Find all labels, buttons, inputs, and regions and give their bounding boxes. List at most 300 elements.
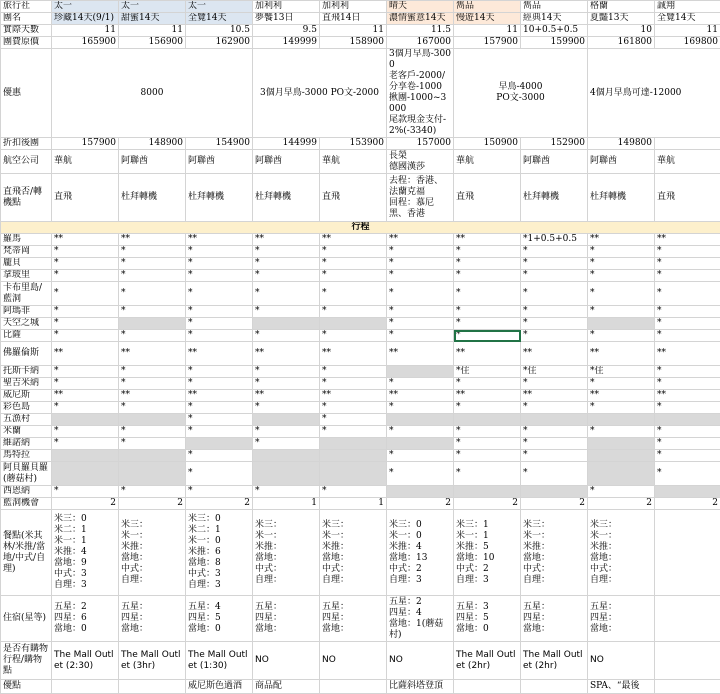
pros-cell[interactable]: 威尼斯色過酒 (186, 680, 253, 694)
itinerary-cell[interactable] (52, 414, 119, 426)
meals-cell[interactable]: 米三： 米一： 米推： 當地： 中式： 自理： (320, 510, 387, 596)
itinerary-cell[interactable]: * (52, 486, 119, 498)
airline-cell[interactable]: 阿聯酋 (119, 150, 186, 174)
route-cell[interactable]: 直飛 (655, 174, 720, 222)
itinerary-cell[interactable]: ** (387, 234, 454, 246)
agency-cell[interactable]: 格蘭 (588, 1, 655, 13)
itinerary-cell[interactable]: * (253, 366, 320, 378)
itinerary-cell[interactable]: * (454, 378, 521, 390)
agency-cell[interactable]: 晴天 (387, 1, 454, 13)
canal-cell[interactable]: 2 (186, 498, 253, 510)
section-header[interactable]: 行程 (1, 222, 720, 234)
net-price-cell[interactable]: 157900 (52, 138, 119, 150)
itinerary-cell[interactable] (119, 414, 186, 426)
city-label[interactable]: 馬特拉 (1, 450, 52, 462)
itinerary-cell[interactable]: * (454, 318, 521, 330)
city-label[interactable]: 卡布里島/藍洞 (1, 282, 52, 306)
itinerary-cell[interactable]: * (655, 318, 720, 330)
itinerary-cell[interactable]: * (588, 402, 655, 414)
days-cell[interactable]: 11 (52, 25, 119, 37)
itinerary-cell[interactable]: * (253, 330, 320, 342)
itinerary-cell[interactable]: * (52, 426, 119, 438)
itinerary-cell[interactable]: * (655, 270, 720, 282)
city-label[interactable]: 西恩納 (1, 486, 52, 498)
canal-cell[interactable]: 2 (521, 498, 588, 510)
itinerary-cell[interactable]: * (521, 330, 588, 342)
itinerary-cell[interactable]: * (52, 246, 119, 258)
tour-name-cell[interactable]: 夢饗13日 (253, 13, 320, 25)
itinerary-cell[interactable]: * (521, 438, 588, 450)
itinerary-cell[interactable]: * (186, 462, 253, 486)
itinerary-cell[interactable]: ** (454, 390, 521, 402)
route-cell[interactable]: 杜拜轉機 (186, 174, 253, 222)
itinerary-cell[interactable] (320, 318, 387, 330)
itinerary-cell[interactable] (253, 414, 320, 426)
canal-cell[interactable]: 2 (119, 498, 186, 510)
city-label[interactable]: 托斯卡納 (1, 366, 52, 378)
meals-cell[interactable]: 米三： 米一： 米推： 當地： 中式： 自理： (119, 510, 186, 596)
shopping-cell[interactable]: The Mall Outlet (2hr) (521, 642, 588, 680)
itinerary-cell[interactable] (253, 450, 320, 462)
discount-cell[interactable]: 8000 (52, 49, 253, 138)
itinerary-cell[interactable]: * (186, 258, 253, 270)
itinerary-cell[interactable]: ** (387, 390, 454, 402)
row-label[interactable]: 直飛否/轉機點 (1, 174, 52, 222)
city-label[interactable]: 佛羅倫斯 (1, 342, 52, 366)
itinerary-cell[interactable]: * (454, 402, 521, 414)
net-price-cell[interactable]: 148900 (119, 138, 186, 150)
itinerary-cell[interactable]: *1+0.5+0.5 (521, 234, 588, 246)
shopping-cell[interactable]: NO (320, 642, 387, 680)
tour-name-cell[interactable]: 經典14天 (521, 13, 588, 25)
discount-cell[interactable]: 4個月早鳥可達-12000 (588, 49, 720, 138)
itinerary-cell[interactable]: * (454, 462, 521, 486)
selected-cell[interactable]: * (454, 330, 521, 342)
itinerary-cell[interactable]: ** (320, 390, 387, 402)
itinerary-cell[interactable] (655, 486, 720, 498)
itinerary-cell[interactable]: * (186, 246, 253, 258)
itinerary-cell[interactable]: * (119, 438, 186, 450)
itinerary-cell[interactable]: * (186, 318, 253, 330)
shopping-cell[interactable]: NO (588, 642, 655, 680)
itinerary-cell[interactable]: * (52, 258, 119, 270)
days-cell[interactable]: 11 (655, 25, 720, 37)
agency-cell[interactable]: 加利利 (253, 1, 320, 13)
itinerary-cell[interactable]: ** (454, 234, 521, 246)
itinerary-cell[interactable] (119, 450, 186, 462)
price-cell[interactable]: 167000 (387, 37, 454, 49)
shopping-cell[interactable]: NO (253, 642, 320, 680)
itinerary-cell[interactable]: * (588, 306, 655, 318)
itinerary-cell[interactable]: * (186, 270, 253, 282)
itinerary-cell[interactable]: ** (655, 342, 720, 366)
itinerary-cell[interactable]: * (186, 306, 253, 318)
days-cell[interactable]: 10+0.5+0.5 (521, 25, 588, 37)
airline-cell[interactable]: 阿聯酋 (186, 150, 253, 174)
itinerary-cell[interactable] (454, 414, 521, 426)
net-price-cell[interactable]: 144999 (253, 138, 320, 150)
meals-cell[interactable]: 米三：0 米二：1 米一：0 米推：6 當地：8 中式：3 自理：3 (186, 510, 253, 596)
itinerary-cell[interactable]: * (186, 486, 253, 498)
itinerary-cell[interactable]: * (52, 282, 119, 306)
canal-cell[interactable]: 2 (52, 498, 119, 510)
pros-cell[interactable]: 比薩斜塔登頂 (387, 680, 454, 694)
price-cell[interactable]: 162900 (186, 37, 253, 49)
itinerary-cell[interactable]: * (588, 378, 655, 390)
meals-cell[interactable]: 米三： 米一： 米推： 當地： 中式： 自理： (588, 510, 655, 596)
itinerary-cell[interactable]: * (320, 402, 387, 414)
itinerary-cell[interactable]: * (320, 258, 387, 270)
airline-cell[interactable]: 華航 (52, 150, 119, 174)
canal-cell[interactable]: 2 (588, 498, 655, 510)
airline-cell[interactable]: 阿聯酋 (588, 150, 655, 174)
itinerary-cell[interactable]: ** (253, 234, 320, 246)
price-cell[interactable]: 157900 (454, 37, 521, 49)
city-label[interactable]: 威尼斯 (1, 390, 52, 402)
itinerary-cell[interactable]: * (52, 270, 119, 282)
city-label[interactable]: 米蘭 (1, 426, 52, 438)
itinerary-cell[interactable]: ** (588, 234, 655, 246)
itinerary-cell[interactable]: * (253, 306, 320, 318)
days-cell[interactable]: 9.5 (253, 25, 320, 37)
itinerary-cell[interactable]: ** (588, 342, 655, 366)
itinerary-cell[interactable]: * (119, 486, 186, 498)
city-label[interactable]: 阿貝羅貝羅(蘑菇村) (1, 462, 52, 486)
tour-name-cell[interactable]: 全覽14天 (655, 13, 720, 25)
row-label[interactable]: 航空公司 (1, 150, 52, 174)
itinerary-cell[interactable]: * (52, 330, 119, 342)
agency-cell[interactable]: 加利利 (320, 1, 387, 13)
itinerary-cell[interactable]: ** (454, 342, 521, 366)
price-cell[interactable]: 156900 (119, 37, 186, 49)
itinerary-cell[interactable]: * (387, 306, 454, 318)
days-cell[interactable]: 11 (119, 25, 186, 37)
itinerary-cell[interactable] (320, 462, 387, 486)
row-label[interactable]: 旅行社 (1, 1, 52, 13)
itinerary-cell[interactable]: * (588, 426, 655, 438)
itinerary-cell[interactable]: * (52, 306, 119, 318)
itinerary-cell[interactable] (52, 462, 119, 486)
itinerary-cell[interactable]: * (186, 282, 253, 306)
itinerary-cell[interactable]: * (655, 438, 720, 450)
itinerary-cell[interactable]: *住 (521, 366, 588, 378)
itinerary-cell[interactable]: * (655, 462, 720, 486)
itinerary-cell[interactable]: * (119, 330, 186, 342)
city-label[interactable]: 拿玻里 (1, 270, 52, 282)
itinerary-cell[interactable]: ** (52, 342, 119, 366)
itinerary-cell[interactable]: * (521, 270, 588, 282)
pros-cell[interactable]: SPA、“最後 (588, 680, 655, 694)
itinerary-cell[interactable] (253, 462, 320, 486)
airline-cell[interactable]: 阿聯酋 (253, 150, 320, 174)
itinerary-cell[interactable]: ** (119, 234, 186, 246)
itinerary-cell[interactable]: * (320, 306, 387, 318)
net-price-cell[interactable]: 149800 (588, 138, 655, 150)
itinerary-cell[interactable]: * (454, 258, 521, 270)
agency-cell[interactable]: 誠翔 (655, 1, 720, 13)
itinerary-cell[interactable] (119, 462, 186, 486)
itinerary-cell[interactable]: * (253, 438, 320, 450)
shopping-cell[interactable]: The Mall Outlet (2:30) (52, 642, 119, 680)
itinerary-cell[interactable]: * (320, 366, 387, 378)
price-cell[interactable]: 165900 (52, 37, 119, 49)
itinerary-cell[interactable]: * (454, 282, 521, 306)
canal-cell[interactable]: 1 (320, 498, 387, 510)
itinerary-cell[interactable]: * (521, 450, 588, 462)
itinerary-cell[interactable]: * (521, 306, 588, 318)
itinerary-cell[interactable]: * (253, 246, 320, 258)
hotels-cell[interactable]: 五星： 四星： 當地： (521, 596, 588, 642)
itinerary-cell[interactable]: * (387, 246, 454, 258)
itinerary-cell[interactable]: ** (521, 342, 588, 366)
itinerary-cell[interactable] (588, 450, 655, 462)
meals-cell[interactable]: 米三： 米一： 米推： 當地： 中式： 自理： (521, 510, 588, 596)
itinerary-cell[interactable]: * (655, 306, 720, 318)
net-price-cell[interactable]: 154900 (186, 138, 253, 150)
price-cell[interactable]: 169800 (655, 37, 720, 49)
city-label[interactable]: 梵蒂岡 (1, 246, 52, 258)
hotels-cell[interactable] (655, 596, 720, 642)
itinerary-cell[interactable]: * (387, 258, 454, 270)
itinerary-cell[interactable]: ** (119, 342, 186, 366)
canal-cell[interactable]: 2 (387, 498, 454, 510)
discount-cell[interactable]: 3個月早鳥-3000 老客戶-2000/分享卷-1000 揪團-1000~3000 尾款現金支付-2%(-3340) (387, 49, 454, 138)
route-cell[interactable]: 去程：香港、法蘭克福 回程：慕尼黑、香港 (387, 174, 454, 222)
airline-cell[interactable]: 華航 (454, 150, 521, 174)
itinerary-cell[interactable]: * (186, 426, 253, 438)
hotels-cell[interactable]: 五星：3 四星：5 當地：0 (454, 596, 521, 642)
itinerary-cell[interactable]: * (454, 438, 521, 450)
itinerary-cell[interactable] (387, 414, 454, 426)
itinerary-cell[interactable] (454, 486, 521, 498)
city-label[interactable]: 聖吉米納 (1, 378, 52, 390)
itinerary-cell[interactable]: *住 (454, 366, 521, 378)
itinerary-cell[interactable]: ** (52, 390, 119, 402)
itinerary-cell[interactable] (521, 414, 588, 426)
hotels-cell[interactable]: 五星： 四星： 當地： (119, 596, 186, 642)
discount-cell[interactable]: 3個月早鳥-3000 PO文-2000 (253, 49, 387, 138)
airline-cell[interactable]: 阿聯酋 (521, 150, 588, 174)
net-price-cell[interactable]: 157000 (387, 138, 454, 150)
meals-cell[interactable]: 米三：1 米一：1 米推：5 當地：10 中式：2 自理：3 (454, 510, 521, 596)
price-cell[interactable]: 149999 (253, 37, 320, 49)
itinerary-cell[interactable] (588, 318, 655, 330)
route-cell[interactable]: 杜拜轉機 (119, 174, 186, 222)
itinerary-cell[interactable]: * (387, 450, 454, 462)
hotels-cell[interactable]: 五星：2 四星：6 當地：0 (52, 596, 119, 642)
itinerary-cell[interactable]: ** (253, 342, 320, 366)
itinerary-cell[interactable]: * (119, 258, 186, 270)
itinerary-cell[interactable] (253, 318, 320, 330)
itinerary-cell[interactable]: * (52, 438, 119, 450)
hotels-cell[interactable]: 五星：4 四星：5 當地：0 (186, 596, 253, 642)
itinerary-cell[interactable]: * (521, 246, 588, 258)
itinerary-cell[interactable]: * (655, 246, 720, 258)
itinerary-cell[interactable]: * (186, 450, 253, 462)
itinerary-cell[interactable]: * (655, 402, 720, 414)
itinerary-cell[interactable]: * (454, 426, 521, 438)
route-cell[interactable]: 直飛 (52, 174, 119, 222)
discount-cell[interactable]: 早鳥-4000 PO文-3000 (454, 49, 588, 138)
airline-cell[interactable]: 華航 (655, 150, 720, 174)
itinerary-cell[interactable]: * (588, 486, 655, 498)
agency-cell[interactable]: 太一 (52, 1, 119, 13)
price-cell[interactable]: 159900 (521, 37, 588, 49)
itinerary-cell[interactable]: * (253, 402, 320, 414)
itinerary-cell[interactable]: * (253, 258, 320, 270)
route-cell[interactable]: 杜拜轉機 (588, 174, 655, 222)
itinerary-cell[interactable]: * (119, 378, 186, 390)
city-label[interactable]: 天空之城 (1, 318, 52, 330)
route-cell[interactable]: 杜拜轉機 (253, 174, 320, 222)
itinerary-cell[interactable]: * (119, 306, 186, 318)
tour-name-cell[interactable]: 直飛14日 (320, 13, 387, 25)
itinerary-cell[interactable]: * (320, 486, 387, 498)
hotels-cell[interactable]: 五星：2 四星：4 當地：1(蘑菇村) (387, 596, 454, 642)
meals-cell[interactable] (655, 510, 720, 596)
itinerary-cell[interactable]: * (320, 414, 387, 426)
itinerary-cell[interactable]: * (588, 270, 655, 282)
net-price-cell[interactable]: 150900 (454, 138, 521, 150)
itinerary-cell[interactable]: ** (588, 390, 655, 402)
city-label[interactable]: 羅馬 (1, 234, 52, 246)
itinerary-cell[interactable]: ** (186, 342, 253, 366)
itinerary-cell[interactable]: * (320, 378, 387, 390)
itinerary-cell[interactable]: * (320, 246, 387, 258)
city-label[interactable]: 彩色島 (1, 402, 52, 414)
itinerary-cell[interactable]: * (655, 450, 720, 462)
itinerary-cell[interactable]: * (52, 318, 119, 330)
days-cell[interactable]: 11.5 (387, 25, 454, 37)
itinerary-cell[interactable]: * (454, 450, 521, 462)
shopping-cell[interactable]: The Mall Outlet (2hr) (454, 642, 521, 680)
itinerary-cell[interactable]: ** (253, 390, 320, 402)
itinerary-cell[interactable] (52, 450, 119, 462)
itinerary-cell[interactable] (186, 438, 253, 450)
tour-name-cell[interactable]: 慢遊14天 (454, 13, 521, 25)
itinerary-cell[interactable]: *住 (588, 366, 655, 378)
shopping-cell[interactable]: NO (387, 642, 454, 680)
itinerary-cell[interactable] (588, 438, 655, 450)
row-label[interactable]: 團費原價 (1, 37, 52, 49)
itinerary-cell[interactable]: ** (320, 342, 387, 366)
row-label[interactable]: 優惠 (1, 49, 52, 138)
itinerary-cell[interactable]: * (253, 282, 320, 306)
itinerary-cell[interactable] (521, 486, 588, 498)
itinerary-cell[interactable]: * (588, 246, 655, 258)
tour-name-cell[interactable]: 全覽14天 (186, 13, 253, 25)
itinerary-cell[interactable] (320, 450, 387, 462)
itinerary-cell[interactable]: * (521, 282, 588, 306)
itinerary-cell[interactable]: * (186, 378, 253, 390)
itinerary-cell[interactable]: * (253, 486, 320, 498)
itinerary-cell[interactable]: * (588, 258, 655, 270)
itinerary-cell[interactable]: * (119, 402, 186, 414)
meals-cell[interactable]: 米三：0 米二：1 米一：1 米推：4 當地：9 中式：3 自理：3 (52, 510, 119, 596)
row-label[interactable]: 住宿(星等) (1, 596, 52, 642)
days-cell[interactable]: 10 (588, 25, 655, 37)
itinerary-cell[interactable]: * (454, 306, 521, 318)
city-label[interactable]: 維諾納 (1, 438, 52, 450)
row-label[interactable]: 實際天數 (1, 25, 52, 37)
itinerary-cell[interactable]: ** (521, 390, 588, 402)
itinerary-cell[interactable] (119, 318, 186, 330)
itinerary-cell[interactable]: * (320, 330, 387, 342)
itinerary-cell[interactable]: * (387, 330, 454, 342)
itinerary-cell[interactable]: * (655, 282, 720, 306)
airline-cell[interactable]: 華航 (320, 150, 387, 174)
net-price-cell[interactable] (655, 138, 720, 150)
row-label[interactable]: 團名 (1, 13, 52, 25)
route-cell[interactable]: 杜拜轉機 (521, 174, 588, 222)
city-label[interactable]: 龐貝 (1, 258, 52, 270)
city-label[interactable]: 比薩 (1, 330, 52, 342)
itinerary-cell[interactable]: * (52, 378, 119, 390)
hotels-cell[interactable]: 五星： 四星： 當地： (320, 596, 387, 642)
itinerary-cell[interactable]: * (387, 402, 454, 414)
agency-cell[interactable]: 雋品 (521, 1, 588, 13)
itinerary-cell[interactable]: ** (52, 234, 119, 246)
itinerary-cell[interactable]: ** (186, 234, 253, 246)
hotels-cell[interactable]: 五星： 四星： 當地： (588, 596, 655, 642)
itinerary-cell[interactable]: * (521, 378, 588, 390)
itinerary-cell[interactable] (387, 366, 454, 378)
itinerary-cell[interactable]: * (655, 426, 720, 438)
itinerary-cell[interactable]: * (387, 270, 454, 282)
itinerary-cell[interactable]: * (186, 366, 253, 378)
itinerary-cell[interactable]: * (119, 366, 186, 378)
airline-cell[interactable]: 長榮 德國漢莎 (387, 150, 454, 174)
itinerary-cell[interactable] (588, 414, 655, 426)
row-label[interactable]: 優點 (1, 680, 52, 694)
route-cell[interactable]: 直飛 (320, 174, 387, 222)
itinerary-cell[interactable] (387, 486, 454, 498)
itinerary-cell[interactable]: * (655, 366, 720, 378)
itinerary-cell[interactable]: * (119, 246, 186, 258)
itinerary-cell[interactable]: * (320, 270, 387, 282)
itinerary-cell[interactable]: * (387, 318, 454, 330)
itinerary-cell[interactable]: * (655, 330, 720, 342)
city-label[interactable]: 五漁村 (1, 414, 52, 426)
itinerary-cell[interactable]: ** (655, 390, 720, 402)
shopping-cell[interactable] (655, 642, 720, 680)
price-cell[interactable]: 158900 (320, 37, 387, 49)
itinerary-cell[interactable]: * (521, 462, 588, 486)
shopping-cell[interactable]: The Mall Outlet (1:30) (186, 642, 253, 680)
agency-cell[interactable]: 太一 (119, 1, 186, 13)
row-label[interactable]: 是否有購物行程/購物點 (1, 642, 52, 680)
days-cell[interactable]: 11 (320, 25, 387, 37)
itinerary-cell[interactable]: * (521, 258, 588, 270)
itinerary-cell[interactable]: * (52, 366, 119, 378)
days-cell[interactable]: 10.5 (186, 25, 253, 37)
itinerary-cell[interactable]: * (454, 270, 521, 282)
itinerary-cell[interactable] (387, 438, 454, 450)
itinerary-cell[interactable]: ** (655, 234, 720, 246)
net-price-cell[interactable]: 152900 (521, 138, 588, 150)
itinerary-cell[interactable]: ** (186, 390, 253, 402)
hotels-cell[interactable]: 五星： 四星： 當地： (253, 596, 320, 642)
agency-cell[interactable]: 太一 (186, 1, 253, 13)
itinerary-cell[interactable]: ** (387, 342, 454, 366)
itinerary-cell[interactable]: * (253, 378, 320, 390)
route-cell[interactable]: 直飛 (454, 174, 521, 222)
itinerary-cell[interactable]: * (454, 246, 521, 258)
itinerary-cell[interactable] (588, 462, 655, 486)
days-cell[interactable]: 11 (454, 25, 521, 37)
canal-cell[interactable]: 1 (253, 498, 320, 510)
itinerary-cell[interactable]: * (521, 318, 588, 330)
